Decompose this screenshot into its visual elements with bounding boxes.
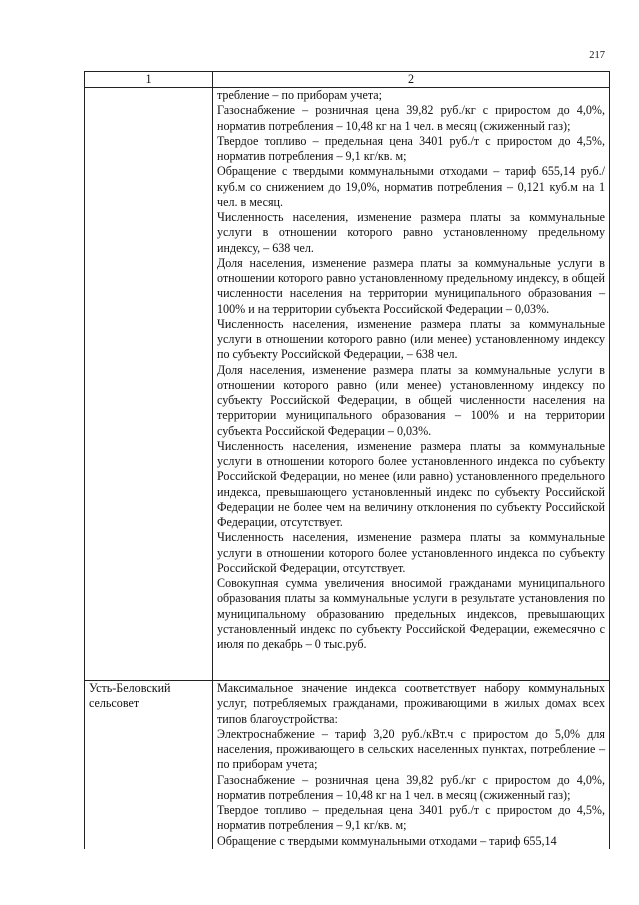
page-number: 217 bbox=[589, 50, 605, 61]
table-row bbox=[85, 88, 610, 681]
paragraph: Газоснабжение – розничная цена 39,82 руб./кг с приростом до 4,0%, норматив потребления – 10,48 кг на 1 чел. в месяц (сжиженный газ); bbox=[217, 772, 605, 802]
paragraph: Обращение с твердыми коммунальными отходами – тариф 655,14 bbox=[217, 833, 557, 848]
paragraph: Численность населения, изменение размера платы за коммунальные услуги в отношении которого равно установленному предельному индексу, – 638 чел. bbox=[217, 210, 605, 255]
paragraph: Максимальное значение индекса соответствует набору коммунальных услуг, потребляемых гражданами, проживающими в жилых домах всех типов благоустройства: bbox=[217, 681, 605, 726]
column-header-2: 2 bbox=[213, 72, 610, 88]
paragraph: Численность населения, изменение размера платы за коммунальные услуги в отношении которого более установленного индекса по субъекту Российской Федерации, отсутствует. bbox=[217, 530, 605, 575]
description-cell bbox=[213, 681, 610, 849]
paragraph: Численность населения, изменение размера платы за коммунальные услуги в отношении которого более установленного индекса по субъекту Российской Федерации, но менее (или равно) установленного предельного индекса, превышающего установленный индекс по субъекту Российской Федерации не более чем на величину отклонения по субъекту Российской Федерации, отсутствует. bbox=[217, 438, 605, 529]
paragraph: Численность населения, изменение размера платы за коммунальные услуги в отношении которого равно (или менее) установленному индексу по субъекту Российской Федерации, – 638 чел. bbox=[217, 316, 605, 362]
paragraph: Твердое топливо – предельная цена 3401 руб./т с приростом до 4,5%, норматив потребления – 9,1 кг/кв. м; bbox=[217, 803, 605, 833]
table-row bbox=[85, 681, 610, 849]
description-cell bbox=[213, 88, 610, 681]
paragraph: Газоснабжение – розничная цена 39,82 руб./кг с приростом до 4,0%, норматив потребления – 10,48 кг на 1 чел. в месяц (сжиженный газ); bbox=[217, 103, 605, 133]
paragraph: Обращение с твердыми коммунальными отходами – тариф 655,14 руб./куб.м со снижением до 19,0%, норматив потребления – 0,121 куб.м на 1 чел. в месяц. bbox=[217, 164, 605, 209]
paragraph: Доля населения, изменение размера платы за коммунальные услуги в отношении которого равно установленному предельному индексу, в общей численности населения на территории муниципального образования – 100% и на территории субъекта Российской Федерации – 0,03%. bbox=[217, 255, 605, 316]
column-header-1: 1 bbox=[85, 72, 213, 88]
paragraph: Твердое топливо – предельная цена 3401 руб./т с приростом до 4,5%, норматив потребления – 9,1 кг/кв. м; bbox=[217, 133, 605, 163]
paragraph: Доля населения, изменение размера платы за коммунальные услуги в отношении которого равно (или менее) установленному индексу по субъекту Российской Федерации, в общей численности населения на территории муниципального образования – 100% и на территории субъекта Российской Федерации – 0,03%. bbox=[217, 362, 605, 438]
municipal-index-table bbox=[84, 71, 610, 849]
paragraph: требление – по приборам учета; bbox=[217, 88, 382, 102]
paragraph: Электроснабжение – тариф 3,20 руб./кВт.ч с приростом до 5,0% для населения, проживающего в сельских населенных пунктах, потребление – по приборам учета; bbox=[217, 726, 605, 772]
paragraph: Совокупная сумма увеличения вносимой гражданами муниципального образования платы за коммунальные услуги в результате установления по муниципальному образованию предельных индексов, превышающих установленный индекс по субъекту Российской Федерации, ежемесячно с июля по декабрь – 0 тыс.руб. bbox=[217, 576, 605, 651]
municipality-cell bbox=[85, 88, 213, 681]
municipality-cell: Усть-Беловский сельсовет bbox=[85, 681, 213, 849]
table-header-row bbox=[85, 72, 610, 88]
